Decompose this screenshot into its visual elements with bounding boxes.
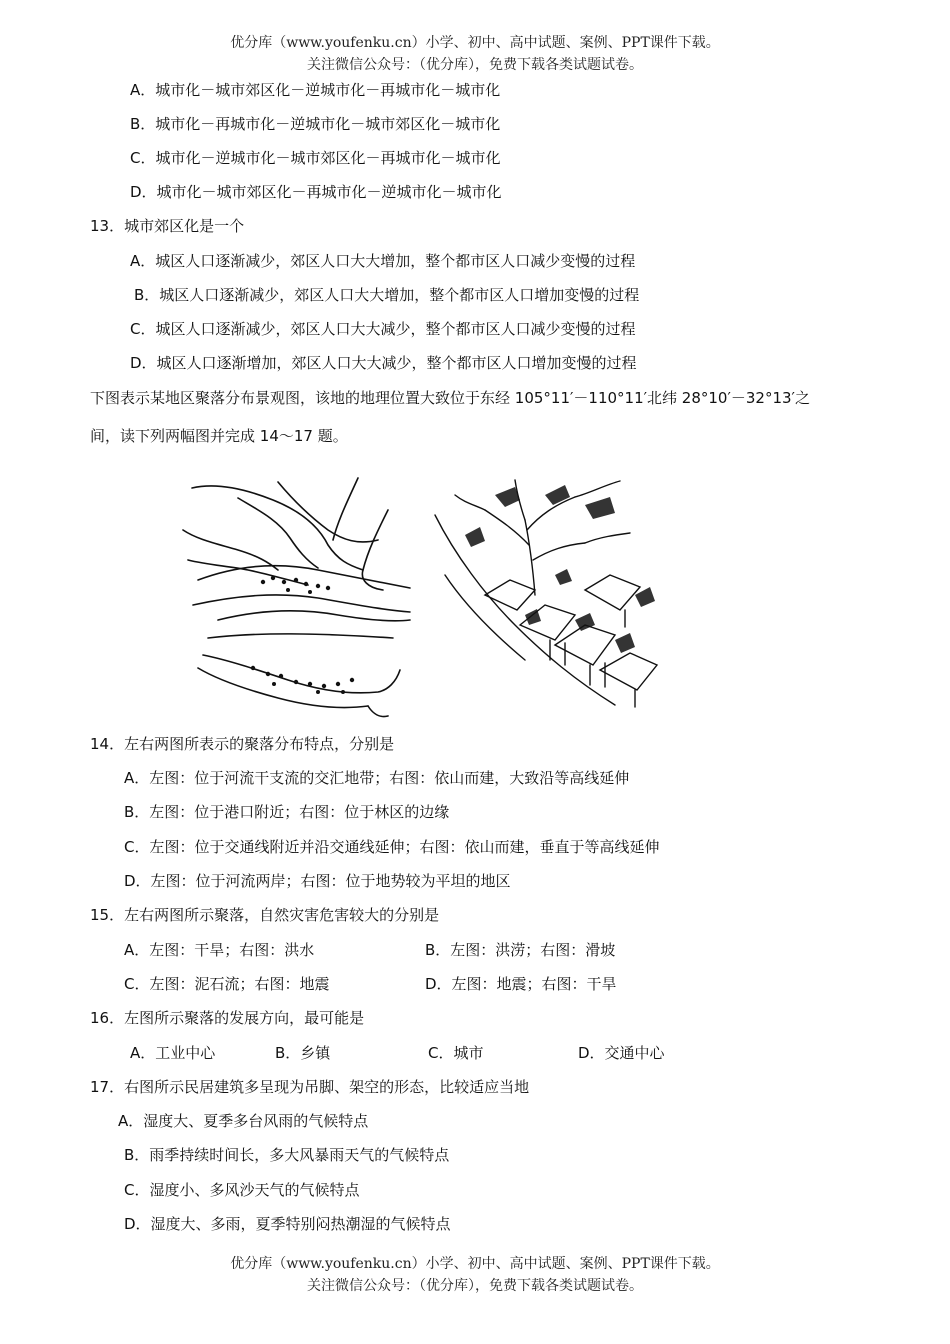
footer-line-2: 关注微信公众号：（优分库），免费下载各类试题试卷。 <box>307 1278 643 1294</box>
q12-option-a: A．城市化－城市郊区化－逆城市化－再城市化－城市化 <box>130 81 501 99</box>
q16-option-a: A．工业中心 <box>130 1044 216 1062</box>
header-line-2: 关注微信公众号：（优分库），免费下载各类试题试卷。 <box>307 57 643 73</box>
q14-option-d: D．左图：位于河流两岸；右图：位于地势较为平坦的地区 <box>124 872 511 890</box>
q14-stem: 14．左右两图所表示的聚落分布特点，分别是 <box>90 735 395 753</box>
q12-option-c: C．城市化－逆城市化－城市郊区化－再城市化－城市化 <box>130 149 501 167</box>
q16-option-b: B．乡镇 <box>275 1044 331 1062</box>
q16-option-c: C．城市 <box>428 1044 484 1062</box>
q17-option-c: C．湿度小、多风沙天气的气候特点 <box>124 1181 360 1199</box>
q13-option-b: B．城区人口逐渐减少，郊区人口大大增加，整个都市区人口增加变慢的过程 <box>134 286 640 304</box>
q16-option-d: D．交通中心 <box>578 1044 665 1062</box>
q16-stem: 16．左图所示聚落的发展方向，最可能是 <box>90 1009 365 1027</box>
intro-line-2: 间，读下列两幅图并完成 14～17 题。 <box>90 427 348 445</box>
footer-line-1: 优分库（www.youfenku.cn）小学、初中、高中试题、案例、PPT课件下载。 <box>230 1256 720 1272</box>
q17-stem: 17．右图所示民居建筑多呈现为吊脚、架空的形态，比较适应当地 <box>90 1078 530 1096</box>
right-settlement-figure <box>425 475 680 715</box>
q12-option-d: D．城市化－城市郊区化－再城市化－逆城市化－城市化 <box>130 183 502 201</box>
q13-option-c: C．城区人口逐渐减少，郊区人口大大减少，整个都市区人口减少变慢的过程 <box>130 320 636 338</box>
q15-option-b: B．左图：洪涝；右图：滑坡 <box>425 941 616 959</box>
q15-option-c: C．左图：泥石流；右图：地震 <box>124 975 330 993</box>
q15-stem: 15．左右两图所示聚落，自然灾害危害较大的分别是 <box>90 906 440 924</box>
q15-option-a: A．左图：干旱；右图：洪水 <box>124 941 315 959</box>
q15-option-d: D．左图：地震；右图：干旱 <box>425 975 617 993</box>
page-footer <box>0 1253 950 1297</box>
q17-option-b: B．雨季持续时间长，多大风暴雨天气的气候特点 <box>124 1146 450 1164</box>
q12-option-b: B．城市化－再城市化－逆城市化－城市郊区化－城市化 <box>130 115 501 133</box>
header-line-1: 优分库（www.youfenku.cn）小学、初中、高中试题、案例、PPT课件下载。 <box>230 35 720 51</box>
q13-option-a: A．城区人口逐渐减少，郊区人口大大增加，整个都市区人口减少变慢的过程 <box>130 252 636 270</box>
q13-stem: 13．城市郊区化是一个 <box>90 217 245 235</box>
q14-option-c: C．左图：位于交通线附近并沿交通线延伸；右图：依山而建，垂直于等高线延伸 <box>124 838 660 856</box>
intro-line-1: 下图表示某地区聚落分布景观图，该地的地理位置大致位于东经 105°11′－110°11′北纬 28°10′－32°13′之 <box>90 389 810 407</box>
q14-option-b: B．左图：位于港口附近；右图：位于林区的边缘 <box>124 803 450 821</box>
page-header <box>0 32 950 76</box>
q13-option-d: D．城区人口逐渐增加，郊区人口大大减少，整个都市区人口增加变慢的过程 <box>130 354 637 372</box>
q14-option-a: A．左图：位于河流干支流的交汇地带；右图：依山而建，大致沿等高线延伸 <box>124 769 630 787</box>
q17-option-a: A．湿度大、夏季多台风雨的气候特点 <box>118 1112 369 1130</box>
left-settlement-figure <box>178 470 418 720</box>
q17-option-d: D．湿度大、多雨，夏季特别闷热潮湿的气候特点 <box>124 1215 451 1233</box>
